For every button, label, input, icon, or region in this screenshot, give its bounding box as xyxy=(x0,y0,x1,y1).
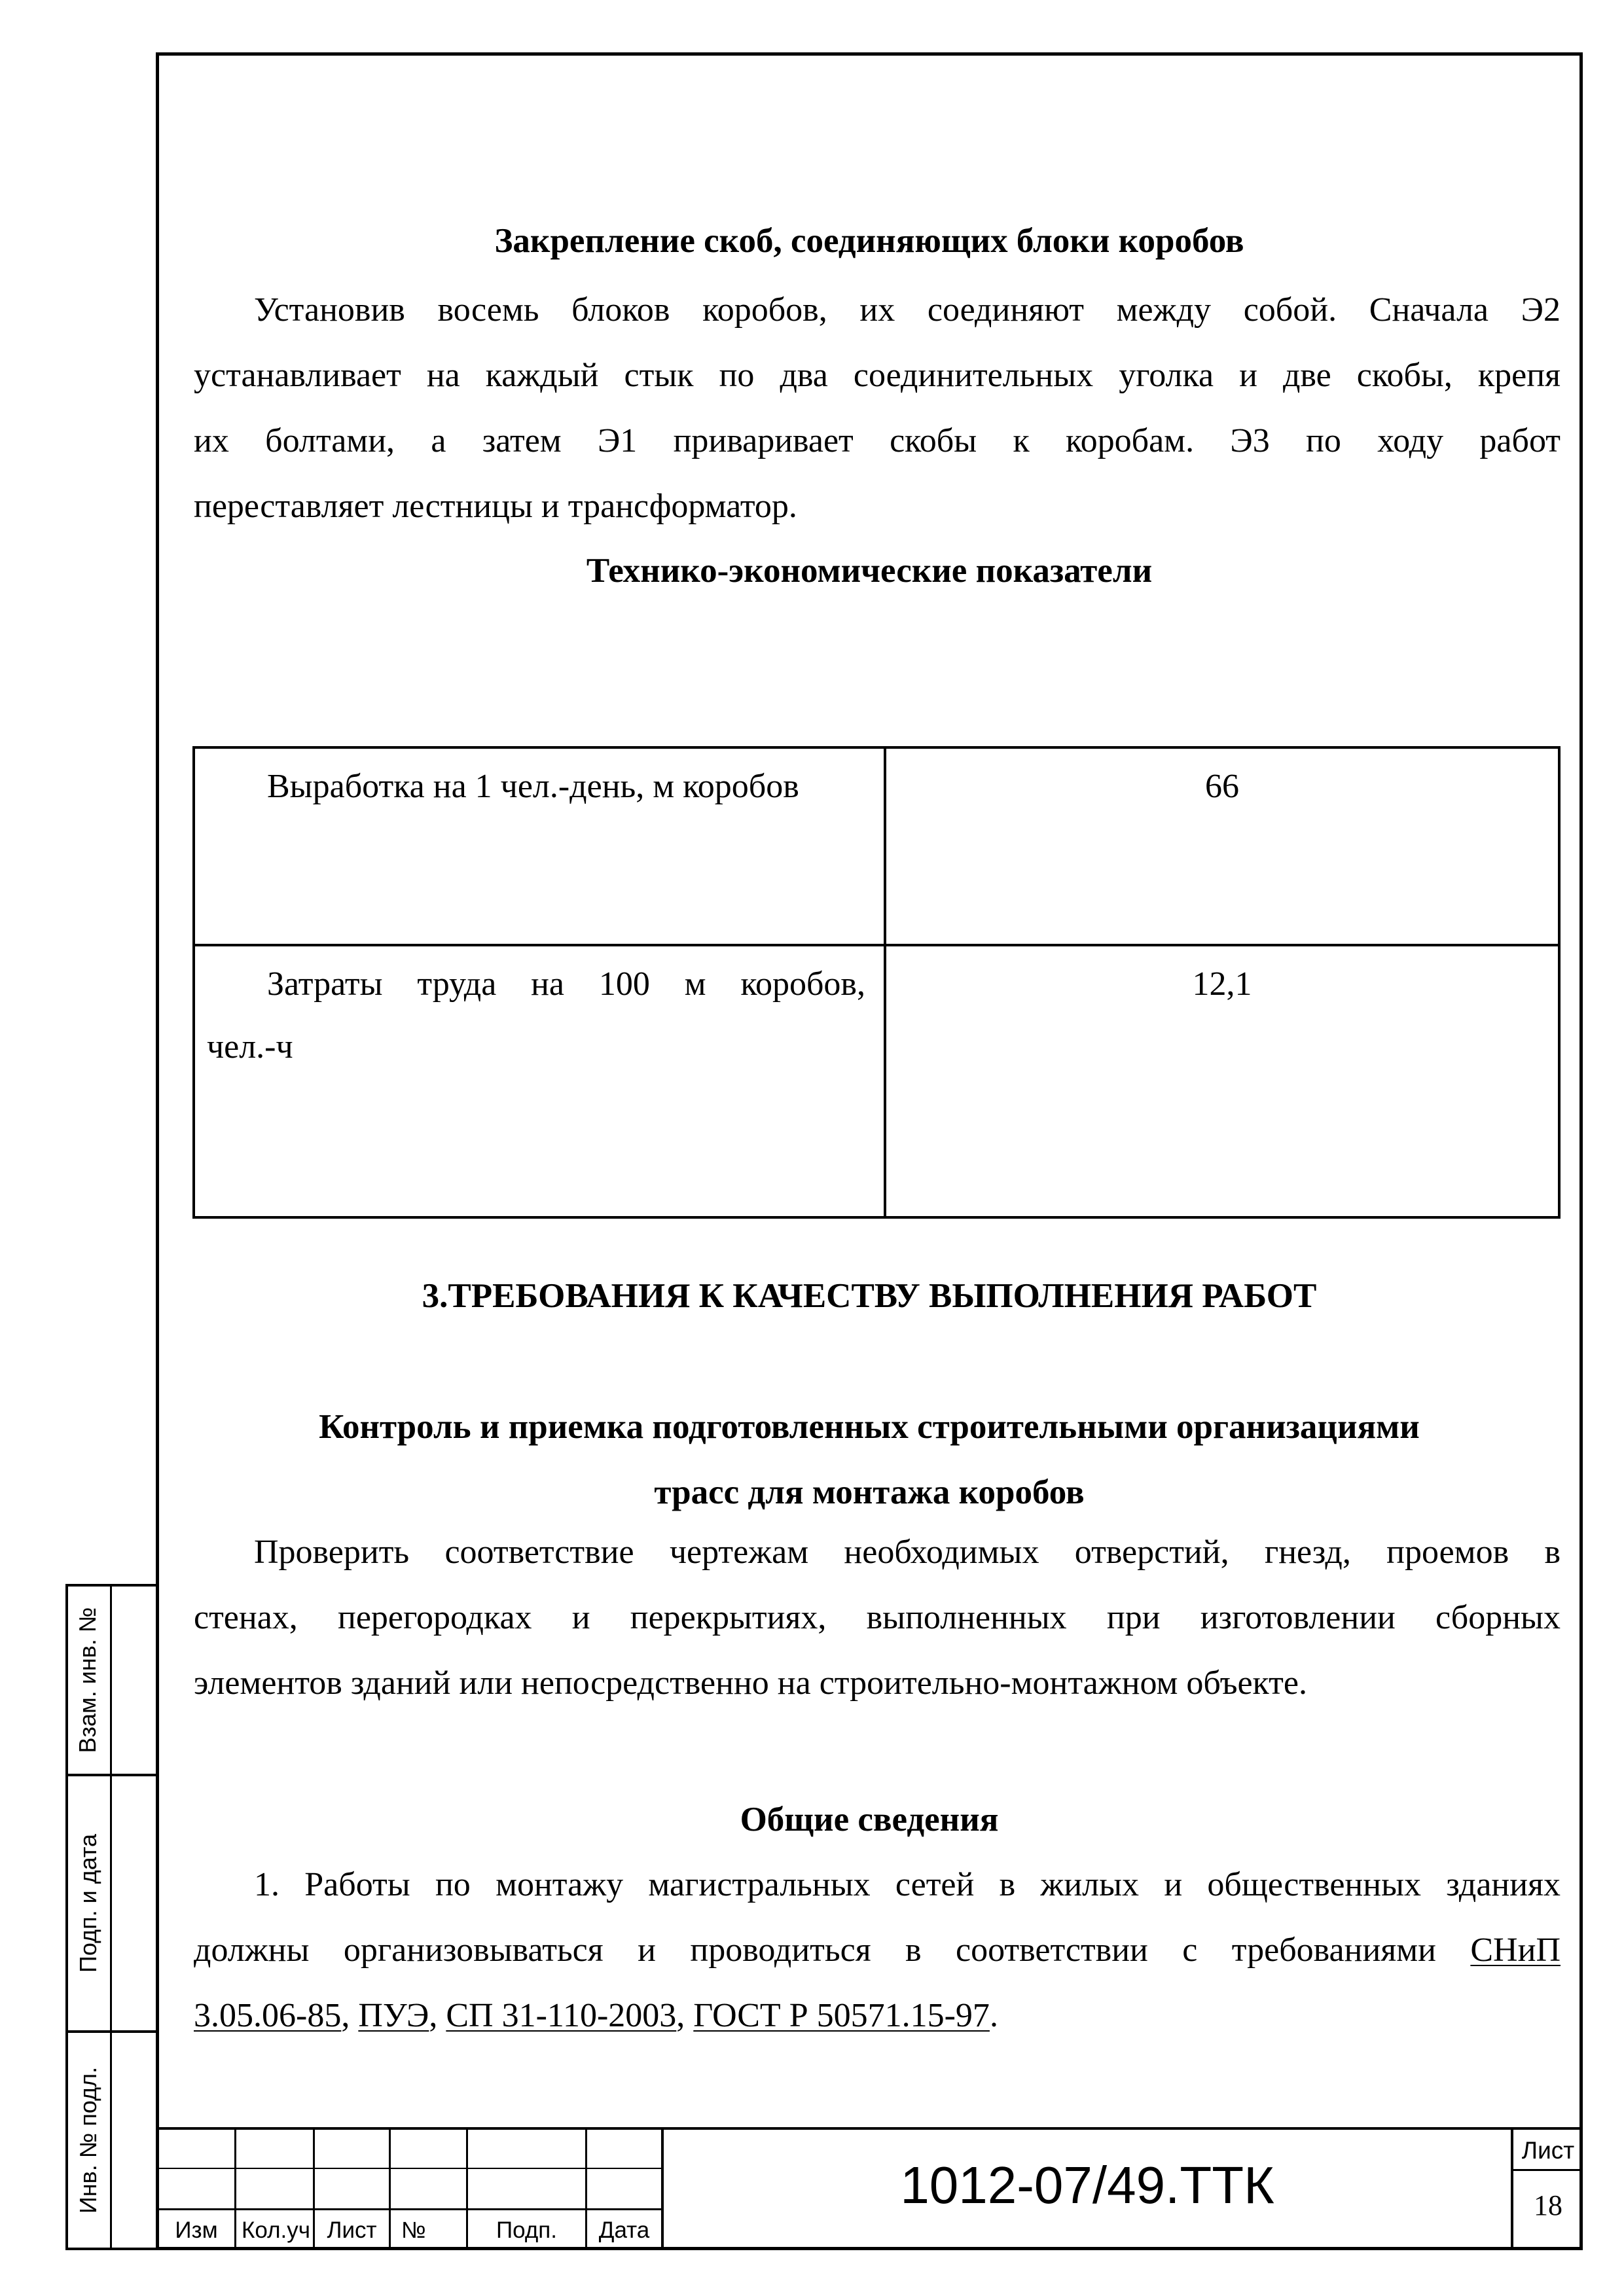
section-heading-indicators: Технико-экономические показатели xyxy=(586,552,1153,590)
paragraph-brackets xyxy=(194,278,1561,539)
title-block-grid xyxy=(156,2208,664,2210)
section-heading-control: Контроль и приемка подготовленных строительными организациями xyxy=(319,1408,1420,1446)
link-gost[interactable]: ГОСТ Р 50571.15-97 xyxy=(693,1997,990,2034)
title-block-border xyxy=(156,2127,1583,2130)
stamp-label-inv: Инв. № подл. xyxy=(75,2066,101,2214)
paragraph-general xyxy=(194,1852,1561,2049)
stamp-border xyxy=(110,1584,112,2250)
chapter-heading-quality: 3.ТРЕБОВАНИЯ К КАЧЕСТВУ ВЫПОЛНЕНИЯ РАБОТ xyxy=(422,1277,1317,1315)
text-line: их болтами, а затем Э1 приваривает скобы к коробам. Э3 по ходу работ xyxy=(194,422,1561,459)
link-sp[interactable]: СП 31-110-2003 xyxy=(446,1997,677,2034)
title-block-grid xyxy=(156,2168,664,2169)
indicators-table xyxy=(192,746,1561,1219)
title-block-col-kolu: Кол.уч xyxy=(242,2217,310,2243)
stamp-label-podp: Подп. и дата xyxy=(75,1833,101,1973)
section-heading-control-line2: трасс для монтажа коробов xyxy=(654,1473,1085,1511)
section-heading-general: Общие сведения xyxy=(740,1801,999,1839)
table-row-label: Выработка на 1 чел.-день, м коробов xyxy=(267,768,799,805)
link-snip[interactable]: СНиП xyxy=(1470,1931,1561,1969)
stamp-column xyxy=(65,1584,156,2250)
text-line: Проверить соответствие чертежам необходимых отверстий, гнезд, проемов в xyxy=(254,1534,1561,1571)
text-line: 3.05.06-85, ПУЭ, СП 31-110-2003, ГОСТ Р 50571.15-97. xyxy=(194,1997,998,2034)
document-code: 1012-07/49.ТТК xyxy=(900,2156,1274,2214)
text-line: должны организовываться и проводиться в соответствии с требованиями СНиП xyxy=(194,1931,1561,1969)
text-line: Установив восемь блоков коробов, их соединяют между собой. Сначала Э2 xyxy=(254,291,1561,329)
text-line: 1. Работы по монтажу магистральных сетей в жилых и общественных зданиях xyxy=(254,1866,1561,1903)
text-line: переставляет лестницы и трансформатор. xyxy=(194,488,797,525)
title-block-col-podp: Подп. xyxy=(496,2217,557,2243)
paragraph-control xyxy=(194,1520,1561,1716)
stamp-label-vzam: Взам. инв. № xyxy=(74,1607,101,1753)
text-line: элементов зданий или непосредственно на строительно-монтажном объекте. xyxy=(194,1664,1307,1702)
title-block-col-list: Лист xyxy=(327,2217,377,2243)
table-row-value: 66 xyxy=(1205,768,1239,805)
link-snip-number[interactable]: 3.05.06-85 xyxy=(194,1997,342,2034)
stamp-border xyxy=(65,1584,68,2250)
link-pue[interactable]: ПУЭ xyxy=(358,1997,429,2034)
sheet-label: Лист xyxy=(1521,2137,1575,2164)
title-block-col-izm: Изм xyxy=(175,2217,218,2243)
text-line: устанавливает на каждый стык по два соединительных уголка и две скобы, крепя xyxy=(194,357,1561,394)
text-line: стенах, перегородках и перекрытиях, выполненных при изготовлении сборных xyxy=(194,1599,1561,1636)
title-block-col-num: № xyxy=(401,2217,426,2243)
table-row-value: 12,1 xyxy=(1192,965,1252,1003)
table-row-label: Затраты труда на 100 м коробов, чел.-ч xyxy=(207,965,865,1066)
title-block-col-data: Дата xyxy=(598,2217,650,2243)
title-block-grid xyxy=(1513,2169,1583,2171)
sheet-number: 18 xyxy=(1534,2189,1562,2221)
section-heading-brackets: Закрепление скоб, соединяющих блоки коробов xyxy=(494,222,1244,260)
title-block xyxy=(156,2127,1583,2250)
